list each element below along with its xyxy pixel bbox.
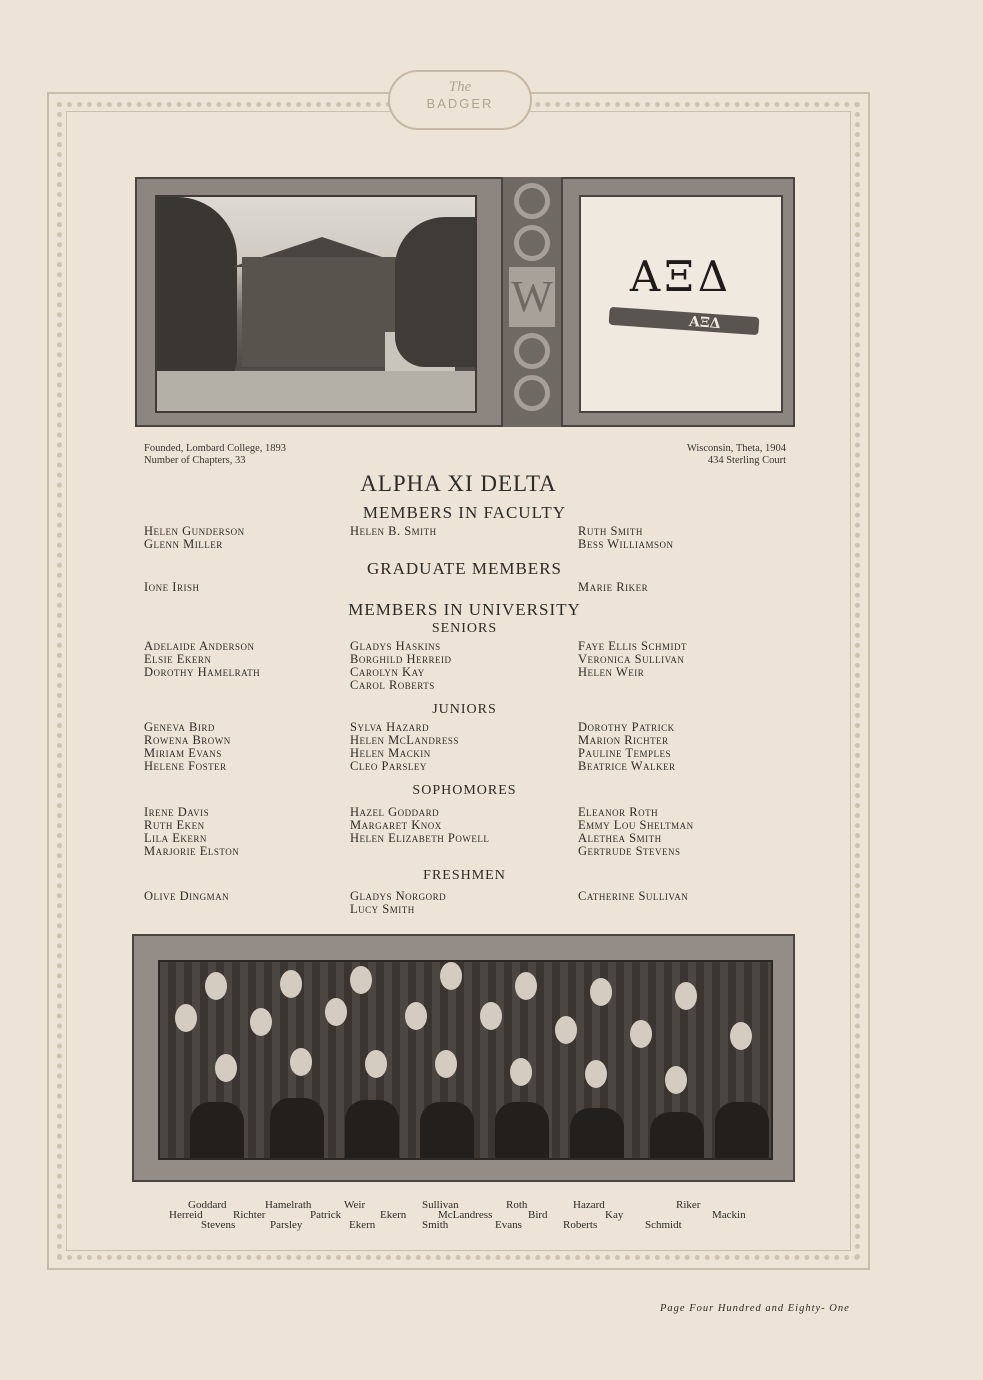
member-name: Helene Foster [144,759,227,773]
member-name: Lucy Smith [350,902,415,916]
founding-info [144,443,286,467]
member-name: Helen B. Smith [350,524,437,538]
member-name: Margaret Knox [350,818,442,832]
founded-line: Founded, Lombard College, 1893 [144,443,287,454]
member-name: Geneva Bird [144,720,215,734]
member-name: Helen Mackin [350,746,431,760]
swirl-ornament [514,333,550,369]
freshmen-heading: FRESHMEN [423,868,506,883]
caption-name: Hazard [573,1199,605,1211]
sophomores-col-2 [350,806,489,845]
faculty-heading: MEMBERS IN FACULTY [362,503,567,522]
sophomores-col-3 [578,806,694,858]
pin-letters: ΑΞΔ [688,313,722,333]
juniors-col-3 [578,721,676,773]
ornament-column [501,177,563,427]
caption-name: Weir [344,1199,366,1211]
graduate-heading: GRADUATE MEMBERS [367,559,562,578]
member-name: Helen Elizabeth Powell [350,831,490,845]
page-title: ALPHA XI DELTA [360,471,557,496]
member-name: Helen Gunderson [144,524,245,538]
member-name: Ruth Smith [578,524,643,538]
member-name: Marjorie Elston [144,844,240,858]
member-name: Ruth Eken [144,818,205,832]
faculty-col-3 [578,525,674,551]
member-name: Gertrude Stevens [578,844,681,858]
member-name: Veronica Sullivan [578,652,685,666]
member-name: Elsie Ekern [144,652,212,666]
member-name: Faye Ellis Schmidt [578,639,687,653]
sophomores-heading: SOPHOMORES [412,783,517,798]
swirl-ornament [514,225,550,261]
ornament-letter: W [509,267,555,327]
caption-name: Riker [676,1199,701,1211]
juniors-col-2 [350,721,459,773]
tree-left [157,197,237,397]
seniors-heading: SENIORS [431,621,498,636]
member-name: Irene Davis [144,805,210,819]
member-name: Rowena Brown [144,733,231,747]
seniors-col-2 [350,640,451,692]
chapter-line: Wisconsin, Theta, 1904 [686,443,786,454]
crest-the: The [448,79,472,95]
house [242,257,402,367]
member-name: Dorothy Hamelrath [144,665,261,679]
caption-name: Bird [528,1209,548,1221]
member-name: Gladys Haskins [350,639,441,653]
university-heading: MEMBERS IN UNIVERSITY [348,600,581,619]
caption-name: Roberts [563,1219,598,1231]
ground [157,371,475,411]
member-name: Helen McLandress [350,733,459,747]
caption-name: Ekern [349,1219,376,1231]
member-name: Alethea Smith [578,831,662,845]
caption-name: Schmidt [645,1219,682,1231]
graduate-col-3 [578,581,648,594]
member-name: Carolyn Kay [350,665,425,679]
member-name: Glenn Miller [144,537,223,551]
juniors-heading: JUNIORS [432,702,497,717]
caption-name: Richter [233,1209,266,1221]
caption-name: Smith [422,1219,449,1231]
member-name: Carol Roberts [350,678,435,692]
member-name: Olive Dingman [144,889,230,903]
caption-name: Kay [605,1209,624,1221]
member-name: Ione Irish [144,580,200,594]
member-name: Gladys Norgord [350,889,447,903]
faculty-col-1 [144,525,245,551]
member-name: Emmy Lou Sheltman [578,818,694,832]
caption-name: Parsley [270,1219,303,1231]
member-name: Marie Riker [578,580,649,594]
member-name: Catherine Sullivan [578,889,689,903]
tree-right [395,217,475,367]
caption-name: Hamelrath [265,1199,312,1211]
sophomores-col-1 [144,806,239,858]
header-panel [135,177,795,427]
member-name: Borghild Herreid [350,652,452,666]
member-name: Helen Weir [578,665,645,679]
chapters-line: Number of Chapters, 33 [144,455,246,466]
group-photo [158,960,773,1160]
freshmen-col-3 [578,890,688,903]
caption-name: Sullivan [422,1199,459,1211]
caption-name: Stevens [201,1219,236,1231]
sorority-badge [579,195,783,413]
member-name: Hazel Goddard [350,805,440,819]
member-name: Sylva Hazard [350,720,430,734]
member-name: Adelaide Anderson [144,639,255,653]
caption-name: Roth [506,1199,528,1211]
chapter-house-photo [155,195,477,413]
member-name: Marion Richter [578,733,669,747]
greek-letters: ΑΞΔ [629,252,733,301]
caption-name: Goddard [188,1199,227,1211]
caption-name: McLandress [438,1209,493,1221]
member-name: Miriam Evans [144,746,222,760]
member-name: Dorothy Patrick [578,720,675,734]
faculty-col-2 [350,525,437,538]
freshmen-col-1 [144,890,229,903]
badger-crest [388,70,532,130]
member-name: Pauline Temples [578,746,671,760]
member-name: Bess Williamson [578,537,674,551]
chapter-info [687,443,786,467]
member-name: Cleo Parsley [350,759,427,773]
pin-icon [609,307,760,335]
member-name: Lila Ekern [144,831,207,845]
seniors-col-3 [578,640,687,679]
freshmen-col-2 [350,890,446,916]
swirl-ornament [514,375,550,411]
caption-name: Ekern [380,1209,407,1221]
juniors-col-1 [144,721,231,773]
page-number: Page Four Hundred and Eighty- One [660,1303,850,1314]
caption-name: Evans [495,1219,522,1231]
member-name: Eleanor Roth [578,805,659,819]
address-line: 434 Sterling Court [707,455,786,466]
group-photo-frame [132,934,795,1182]
swirl-ornament [514,183,550,219]
crest-badger: BADGER [426,96,494,111]
seniors-col-1 [144,640,260,679]
graduate-col-1 [144,581,199,594]
caption-name: Herreid [169,1209,203,1221]
member-name: Beatrice Walker [578,759,676,773]
caption-name: Mackin [712,1209,746,1221]
caption-name: Patrick [310,1209,342,1221]
